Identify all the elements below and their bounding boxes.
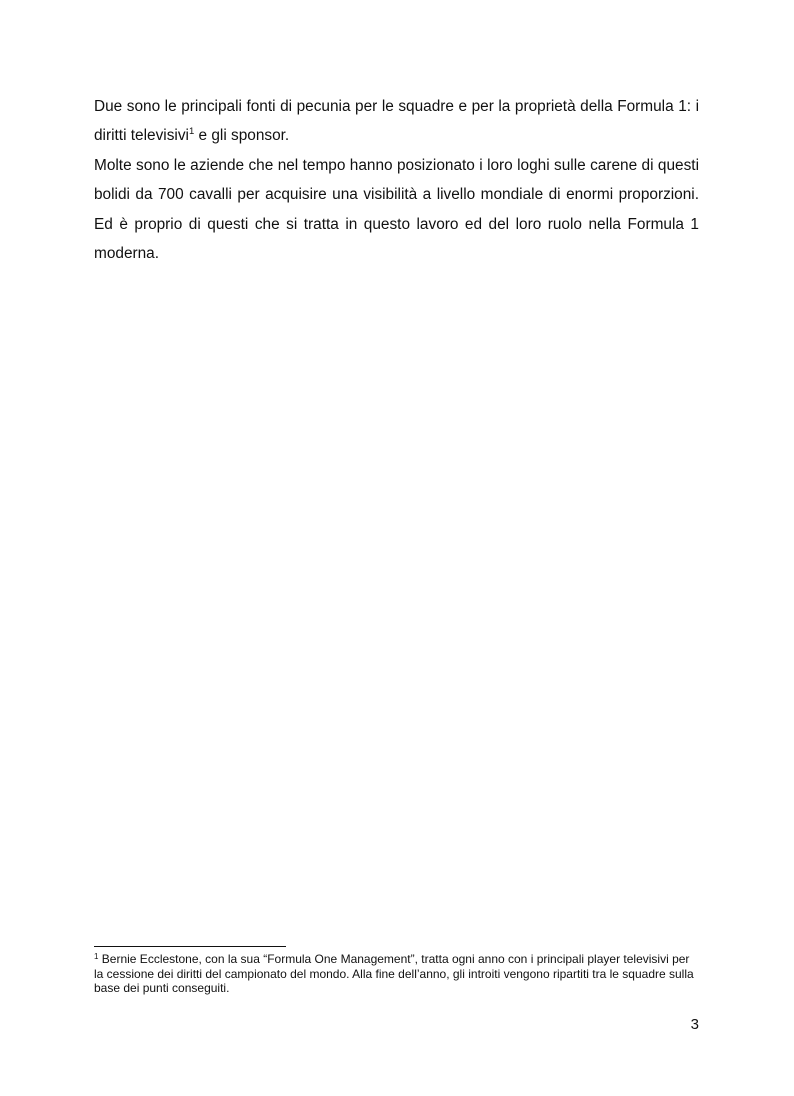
paragraph-2: Molte sono le aziende che nel tempo hanno posizionato i loro loghi sulle carene di questi bolidi da 700 cavalli per acquisire una visibilità a livello mondiale di enormi proporzioni. Ed è proprio di questi che si tratta in questo lavoro ed del loro ruolo nella Formula 1 moderna.: [94, 156, 699, 263]
footnote-separator: [94, 946, 286, 947]
footnote-text: Bernie Ecclestone, con la sua “Formula One Management”, tratta ogni anno con i principali player televisivi per la cessione dei diritti del campionato del mondo. Alla fine dell’anno, gli introiti vengono ripartiti tra le squadre sulla base dei punti conseguiti.: [94, 952, 694, 995]
footnote-1: [94, 952, 699, 996]
paragraph-1: [94, 92, 699, 151]
page-number: 3: [690, 1016, 699, 1033]
paragraph-1-text-end: e gli sponsor.: [194, 127, 290, 145]
body-text: [94, 92, 699, 268]
footnote-reference: 1: [188, 126, 195, 138]
footnote-marker: 1: [94, 952, 99, 961]
paragraph-1-text: Due sono le principali fonti di pecunia per le squadre e per la proprietà della Formula 1: i diritti televisivi: [94, 98, 699, 145]
